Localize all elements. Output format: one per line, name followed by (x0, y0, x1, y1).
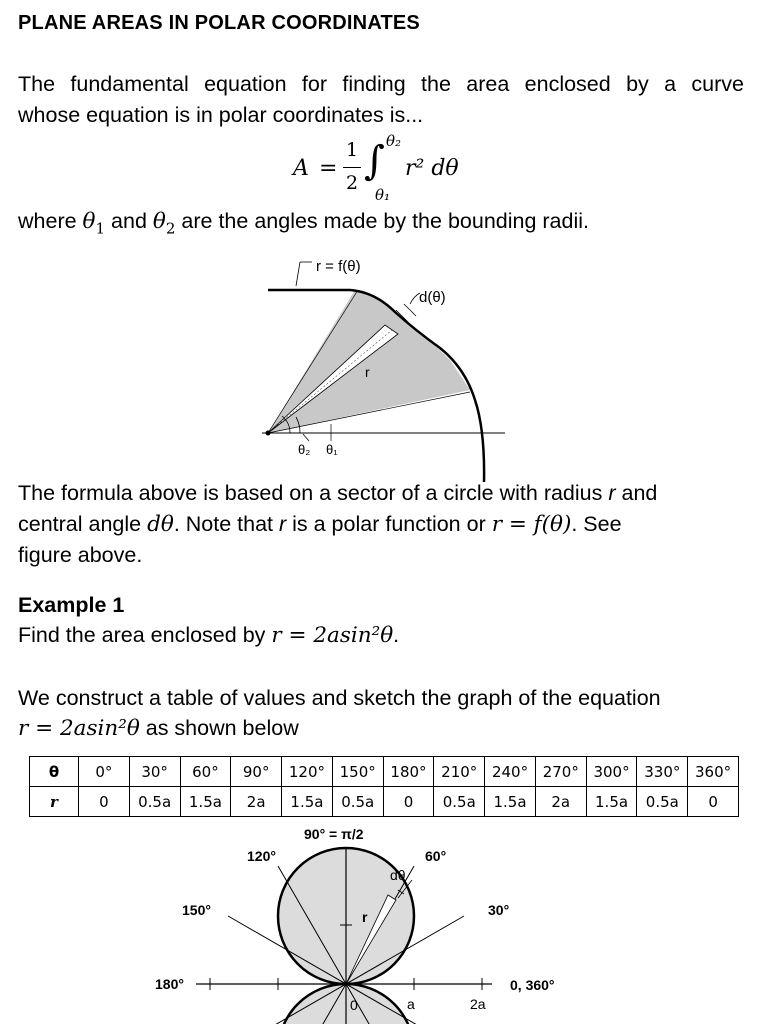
explanation-text-5: is a polar function or (286, 512, 492, 536)
theta2-subscript: 2 (165, 219, 176, 238)
radius-label: r (365, 364, 370, 380)
table-cell: 360° (688, 757, 739, 787)
table-cell: 210° (434, 757, 485, 787)
construct-line-2 (18, 713, 299, 744)
table-cell: 30° (129, 757, 180, 787)
theta1-subscript: 1 (95, 219, 106, 238)
table-cell: 0.5a (332, 787, 383, 817)
example-equation: r = 2asin²θ (271, 623, 394, 648)
label-30: 30° (488, 902, 510, 918)
table-cell: 180° (383, 757, 434, 787)
where-text-1: where (18, 209, 83, 233)
explanation-r-1: r (608, 481, 616, 505)
table-cell: 0 (688, 787, 739, 817)
label-r: r (362, 909, 368, 925)
explanation-text-3: central angle (18, 512, 148, 536)
explanation-r-2: r (278, 512, 287, 536)
formula-explanation-2 (18, 509, 622, 540)
where-line (18, 206, 589, 237)
explanation-dtheta: dθ (147, 512, 174, 537)
shaded-sector (268, 290, 470, 433)
table-cell: 240° (485, 757, 536, 787)
table-cell: 330° (637, 757, 688, 787)
explanation-text-4: . Note that (173, 512, 279, 536)
table-cell: 2a (535, 787, 586, 817)
explanation-text-6: . See (571, 512, 622, 536)
formula-lhs: A (293, 156, 309, 181)
table-cell: 0 (383, 787, 434, 817)
table-cell: 120° (282, 757, 333, 787)
table-header-theta: θ (30, 757, 79, 787)
table-cell: 0.5a (637, 787, 688, 817)
table-cell: 60° (180, 757, 231, 787)
table-cell: 1.5a (180, 787, 231, 817)
formula-numerator: 1 (346, 139, 359, 161)
table-cell: 90° (231, 757, 282, 787)
table-cell: 300° (586, 757, 637, 787)
example-prompt (18, 620, 399, 651)
construct-text: as shown below (139, 716, 299, 740)
d-theta-label: d(θ) (419, 289, 446, 306)
table-row-r (30, 787, 739, 817)
theta1-symbol: θ (82, 209, 96, 234)
theta2-symbol: θ (152, 209, 166, 234)
integral-lower-limit: θ₁ (375, 186, 391, 204)
pole-point (266, 431, 271, 436)
label-150: 150° (182, 902, 211, 918)
table-cell: 0.5a (129, 787, 180, 817)
formula-equals: = (319, 156, 338, 181)
table-cell: 0° (79, 757, 130, 787)
table-header-r: r (30, 787, 79, 817)
label-a: a (407, 996, 415, 1012)
intro-line-2: whose equation is in polar coordinates is... (18, 103, 424, 127)
values-table (29, 756, 739, 817)
curve-label: r = f(θ) (316, 258, 361, 275)
label-0-360: 0, 360° (510, 977, 555, 993)
table-cell: 1.5a (586, 787, 637, 817)
construct-equation: r = 2asin²θ (18, 716, 140, 741)
theta1-label: θ₁ (326, 442, 338, 457)
explanation-text-1: The formula above is based on a sector of a circle with radius (18, 481, 609, 505)
theta2-label: θ₂ (298, 442, 311, 457)
table-cell: 0.5a (434, 787, 485, 817)
label-90: 90° = π/2 (304, 826, 364, 842)
table-row-theta (30, 757, 739, 787)
label-60: 60° (425, 848, 447, 864)
label-2a: 2a (470, 996, 486, 1012)
example-prompt-text: Find the area enclosed by (18, 623, 272, 647)
page-title: PLANE AREAS IN POLAR COORDINATES (18, 12, 420, 34)
polar-area-figure (250, 250, 520, 485)
table-cell: 0 (79, 787, 130, 817)
explanation-text-2: and (615, 481, 658, 505)
table-cell: 2a (231, 787, 282, 817)
where-text-3: are the angles made by the bounding radii. (175, 209, 589, 233)
formula-explanation-1 (18, 478, 657, 509)
where-text-2: and (105, 209, 153, 233)
label-dtheta: dθ (390, 867, 406, 883)
intro-line-1: The fundamental equation for finding the area enclosed by a curve (18, 72, 744, 96)
table-cell: 1.5a (485, 787, 536, 817)
construct-line-1: We construct a table of values and sketch the graph of the equation (18, 686, 661, 710)
explanation-function: r = f(θ) (491, 512, 572, 537)
example-prompt-period: . (393, 623, 400, 647)
example-title: Example 1 (18, 593, 125, 617)
integral-sign: ∫ (364, 138, 385, 184)
table-cell: 150° (332, 757, 383, 787)
formula-integrand: r² dθ (405, 156, 459, 181)
table-cell: 270° (535, 757, 586, 787)
integral-upper-limit: θ₂ (386, 132, 402, 150)
table-cell: 1.5a (282, 787, 333, 817)
formula-explanation-3: figure above. (18, 543, 143, 567)
label-120: 120° (247, 848, 276, 864)
label-origin: 0 (350, 997, 358, 1013)
formula-denominator: 2 (346, 172, 359, 194)
fraction-bar (343, 167, 361, 168)
polar-graph-figure (140, 820, 600, 1024)
label-180: 180° (155, 976, 184, 992)
